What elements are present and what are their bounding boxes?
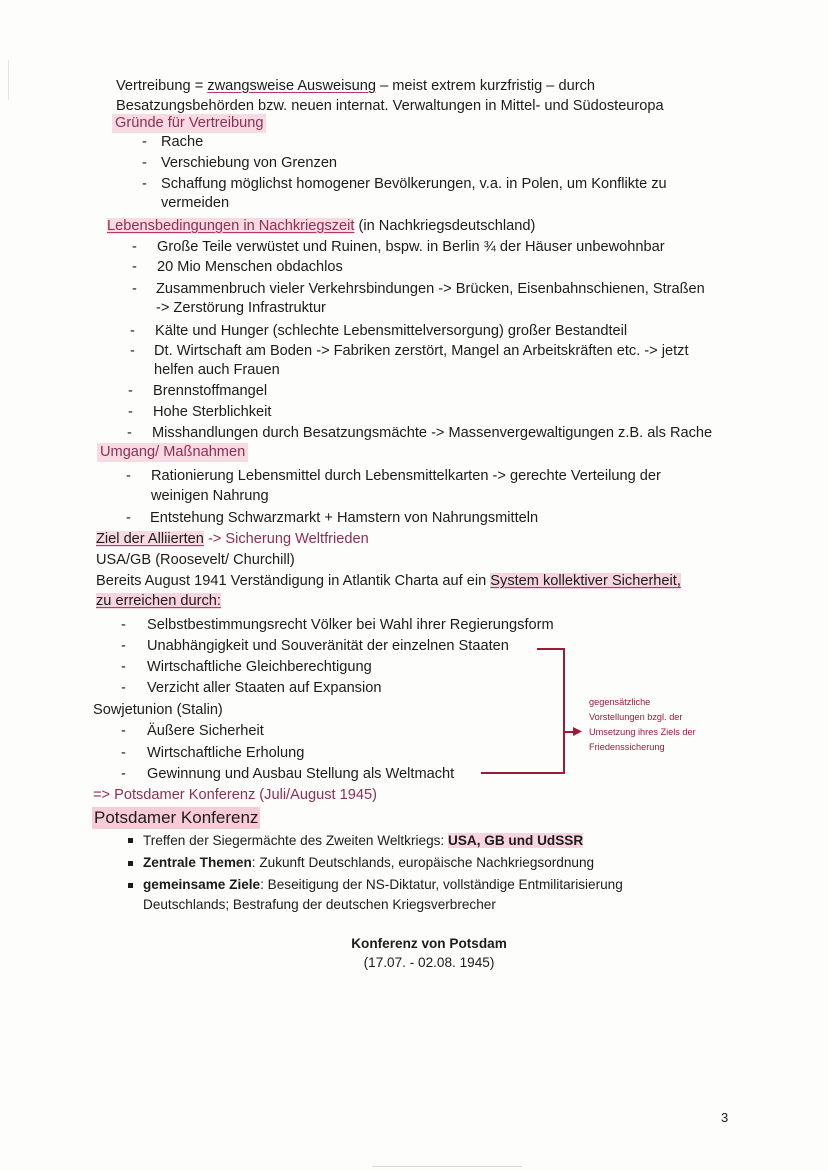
- living-item: 20 Mio Menschen obdachlos: [157, 259, 343, 275]
- square-bullet: [128, 861, 133, 866]
- dash-bullet: -: [132, 281, 137, 297]
- living-item: Dt. Wirtschaft am Boden -> Fabriken zerstört, Mangel an Arbeitskräften etc. -> jetzt: [154, 343, 689, 359]
- square-bullet: [128, 838, 133, 843]
- usa-gb-line: USA/GB (Roosevelt/ Churchill): [96, 552, 295, 568]
- charta-line-2-text: zu erreichen durch:: [96, 593, 221, 609]
- dash-bullet: -: [121, 659, 126, 675]
- dash-bullet: -: [121, 617, 126, 633]
- allies-heading-suffix: -> Sicherung Weltfrieden: [203, 531, 369, 547]
- photo-caption-title: Konferenz von Potsdam: [351, 936, 507, 951]
- soviet-line: Sowjetunion (Stalin): [93, 702, 223, 718]
- reason-item-cont: vermeiden: [161, 195, 230, 211]
- potsdam-bullet-2: [143, 853, 594, 872]
- charta-line-2: [96, 592, 221, 611]
- dash-bullet: -: [126, 510, 131, 526]
- charta-highlight: System kollektiver Sicherheit,: [490, 573, 681, 589]
- photo-caption-date: (17.07. - 02.08. 1945): [363, 955, 495, 970]
- potsdam-bullet-1-text: Treffen der Siegermächte des Zweiten Weltkriegs:: [143, 833, 448, 848]
- dash-bullet: -: [121, 745, 126, 761]
- dash-bullet: -: [132, 259, 137, 275]
- scan-margin-mark: [8, 60, 9, 100]
- potsdam-bullet-3-cont: Deutschlands; Bestrafung der deutschen Kriegsverbrecher: [143, 897, 496, 912]
- reason-item: Verschiebung von Grenzen: [161, 155, 338, 171]
- measure-item: Entstehung Schwarzmarkt + Hamstern von Nahrungsmitteln: [150, 510, 539, 526]
- living-item: Große Teile verwüstet und Ruinen, bspw. in Berlin ¾ der Häuser unbewohnbar: [157, 239, 665, 255]
- reasons-heading: Gründe für Vertreibung: [112, 114, 266, 133]
- living-item: Misshandlungen durch Besatzungsmächte -> Massenvergewaltigungen z.B. als Rache: [152, 425, 713, 441]
- dash-bullet: -: [132, 239, 137, 255]
- note-line: Friedenssicherung: [589, 742, 665, 752]
- note-line: Umsetzung ihres Ziels der: [589, 727, 696, 737]
- living-item: Kälte und Hunger (schlechte Lebensmittelversorgung) großer Bestandteil: [155, 323, 628, 339]
- dash-bullet: -: [126, 468, 131, 484]
- living-heading: Lebensbedingungen in Nachkriegszeit: [107, 218, 355, 234]
- allies-result: => Potsdamer Konferenz (Juli/August 1945): [93, 787, 377, 803]
- bracket-vertical-line: [563, 648, 565, 774]
- bracket-top-line: [537, 648, 564, 650]
- living-heading-line: [107, 217, 535, 236]
- dash-bullet: -: [130, 323, 135, 339]
- dash-bullet: -: [121, 680, 126, 696]
- reason-item: Schaffung möglichst homogener Bevölkerungen, v.a. in Polen, um Konflikte zu: [161, 176, 667, 192]
- measure-item-cont: weinigen Nahrung: [151, 488, 269, 504]
- dash-bullet: -: [121, 766, 126, 782]
- allies-heading-line: [96, 530, 369, 549]
- atlantik-charta-line: [96, 572, 681, 591]
- definition: zwangsweise Ausweisung: [207, 78, 377, 94]
- allies-heading: Ziel der Alliierten: [96, 531, 204, 547]
- dash-bullet: -: [121, 723, 126, 739]
- west-item: Wirtschaftliche Gleichberechtigung: [147, 659, 372, 675]
- dash-bullet: -: [128, 383, 133, 399]
- living-item: Brennstoffmangel: [153, 383, 268, 399]
- west-item: Selbstbestimmungsrecht Völker bei Wahl ihrer Regierungsform: [147, 617, 554, 633]
- living-item: Zusammenbruch vieler Verkehrsbindungen -> Brücken, Eisenbahnschienen, Straßen: [156, 281, 705, 297]
- living-item-cont: -> Zerstörung Infrastruktur: [156, 300, 326, 316]
- arrow-right-icon: [573, 727, 582, 736]
- potsdam-bullet-1: [143, 831, 583, 850]
- dash-bullet: -: [128, 404, 133, 420]
- living-item-cont: helfen auch Frauen: [154, 362, 280, 378]
- living-item: Hohe Sterblichkeit: [153, 404, 272, 420]
- soviet-item: Äußere Sicherheit: [147, 723, 264, 739]
- west-item: Verzicht aller Staaten auf Expansion: [147, 680, 382, 696]
- dash-bullet: -: [130, 343, 135, 359]
- vertreibung-definition-line: [116, 77, 595, 96]
- potsdam-topics-text: : Zukunft Deutschlands, europäische Nachkriegsordnung: [251, 855, 595, 870]
- potsdam-goals-text: : Beseitigung der NS-Diktatur, vollständige Entmilitarisierung: [260, 877, 623, 892]
- page-number: 3: [721, 1110, 729, 1125]
- potsdam-goals-label: gemeinsame Ziele: [143, 877, 261, 892]
- charta-prefix: Bereits August 1941 Verständigung in Atlantik Charta auf ein: [96, 573, 491, 589]
- living-heading-suffix: (in Nachkriegsdeutschland): [354, 218, 536, 234]
- bracket-bottom-line: [481, 772, 565, 774]
- dash-bullet: -: [142, 176, 147, 192]
- term: Vertreibung =: [116, 78, 208, 94]
- potsdam-heading: Potsdamer Konferenz: [94, 808, 259, 827]
- potsdam-bullet-3: [143, 875, 623, 894]
- square-bullet: [128, 883, 133, 888]
- dash-bullet: -: [142, 134, 147, 150]
- soviet-item: Gewinnung und Ausbau Stellung als Weltmacht: [147, 766, 455, 782]
- reason-item: Rache: [161, 134, 204, 150]
- dash-bullet: -: [121, 638, 126, 654]
- soviet-item: Wirtschaftliche Erholung: [147, 745, 305, 761]
- measure-item: Rationierung Lebensmittel durch Lebensmittelkarten -> gerechte Verteilung der: [151, 468, 661, 484]
- note-line: Vorstellungen bzgl. der: [589, 712, 683, 722]
- potsdam-powers: USA, GB und UdSSR: [448, 833, 584, 848]
- potsdam-topics-label: Zentrale Themen: [143, 855, 252, 870]
- west-item: Unabhängigkeit und Souveränität der einzelnen Staaten: [147, 638, 509, 654]
- definition-line-2: Besatzungsbehörden bzw. neuen internat. Verwaltungen in Mittel- und Südosteuropa: [116, 98, 664, 114]
- dash-bullet: -: [142, 155, 147, 171]
- note-line: gegensätzliche: [589, 697, 651, 707]
- bottom-scan-line: [372, 1166, 522, 1167]
- measures-heading: Umgang/ Maßnahmen: [97, 443, 248, 462]
- definition-rest: – meist extrem kurzfristig – durch: [376, 78, 595, 94]
- dash-bullet: -: [127, 425, 132, 441]
